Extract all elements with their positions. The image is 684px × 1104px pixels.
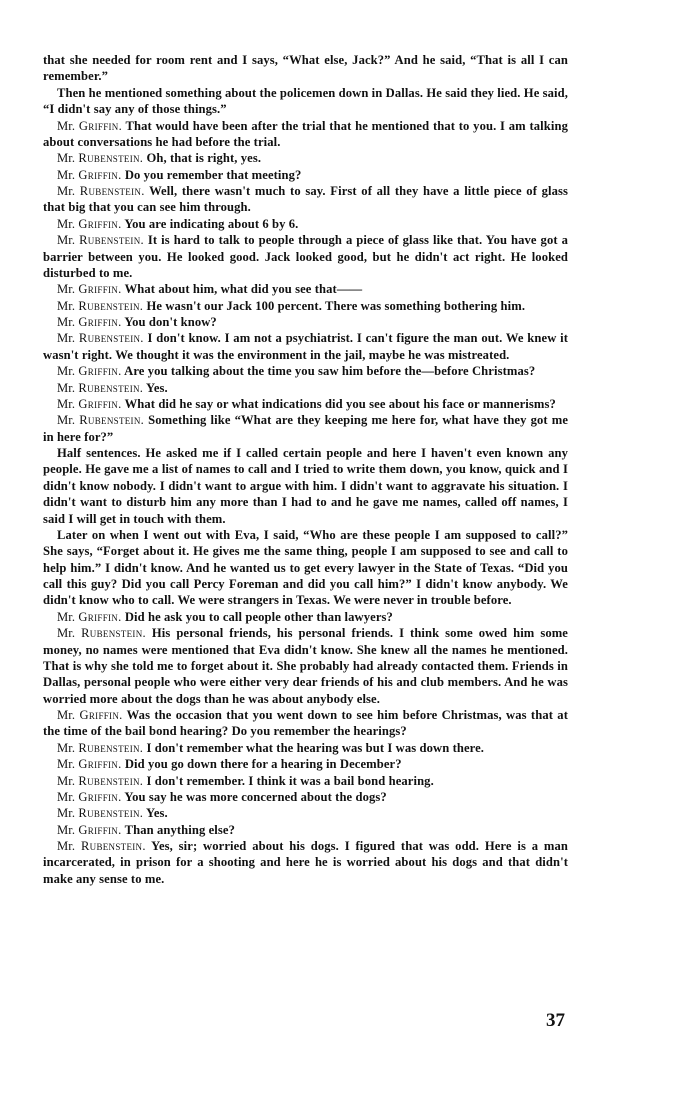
paragraph-text: that she needed for room rent and I says, “What else, Jack?” And he said, “That is all I can remember.” [43,53,568,84]
testimony-paragraph [43,298,568,314]
speaker-title: Mr. [57,773,76,788]
paragraph-text: His personal friends, his personal friends. I think some owed him some money, no names were mentioned that Eva didn't know. She knew all the names he mentioned. That is why she told me to forget about it. She probably had already contacted them. Friends in Dallas, personal people who were either very dear friends of his and club members. And he was worried more about the dogs than he was about anybody else. [43,626,568,706]
speaker-title: Mr. [57,396,76,411]
testimony-paragraph [43,707,568,740]
paragraph-text: Yes, sir; worried about his dogs. I figured that was odd. Here is a man incarcerated, in prison for a shooting and here he is worried about his dogs and that didn't make any sense to me. [43,839,569,886]
speaker-name: Griffin. [78,757,122,772]
speaker-name: Rubenstein. [78,740,144,755]
speaker-title: Mr. [57,822,76,837]
speaker-title: Mr. [57,413,76,428]
paragraph-text: Half sentences. He asked me if I called certain people and here I haven't even known any people. He gave me a list of names to call and I tried to write them down, you know, quick and I didn't know nobody. I didn't want to argue with him. I didn't want to aggravate his situation. I didn't want to disturb him any more than I had to and he gave me names, called off names, I said I will get in touch with them. [43,446,568,526]
speaker-name: Rubenstein. [78,806,144,821]
speaker-name: Griffin. [78,396,122,411]
narrative-paragraph [43,527,568,609]
speaker-title: Mr. [57,184,76,198]
speaker-title: Mr. [57,282,76,297]
paragraph-text: Did you go down there for a hearing in December? [124,757,402,772]
paragraph-text: Was the occasion that you went down to see him before Christmas, was that at the time of the bail bond hearing? Do you remember the hearings? [43,708,569,739]
testimony-paragraph [43,740,568,756]
paragraph-text: It is hard to talk to people through a piece of glass like that. You have got a barrier between you. He looked good. Jack looked good, but he didn't act right. He looked disturbed to me. [43,233,568,280]
speaker-title: Mr. [57,839,76,853]
testimony-paragraph [43,805,568,821]
speaker-title: Mr. [57,331,76,346]
testimony-paragraph [43,281,568,297]
speaker-name: Rubenstein. [79,233,144,248]
testimony-paragraph [43,167,568,183]
speaker-name: Griffin. [78,609,122,624]
speaker-title: Mr. [57,216,76,231]
speaker-title: Mr. [57,380,76,395]
speaker-title: Mr. [57,364,76,379]
testimony-paragraph [43,314,568,330]
testimony-paragraph [43,380,568,396]
testimony-paragraph [43,756,568,772]
paragraph-text: Then he mentioned something about the policemen down in Dallas. He said they lied. He said, “I didn't say any of those things.” [43,85,568,117]
speaker-name: Rubenstein. [79,413,145,428]
page-number: 37 [546,1010,565,1031]
paragraph-text: I don't know. I am not a psychiatrist. I can't figure the man out. We knew it wasn't right. We thought it was the environment in the jail, maybe he was mistreated. [43,331,569,362]
paragraph-text: You are indicating about 6 by 6. [124,216,299,231]
testimony-paragraph [43,773,568,789]
speaker-title: Mr. [57,298,76,313]
narrative-paragraph [43,445,568,527]
paragraph-text: Did he ask you to call people other than lawyers? [124,609,393,624]
testimony-paragraph [43,216,568,232]
paragraph-text: I don't remember. I think it was a bail bond hearing. [146,773,434,788]
paragraph-text: Oh, that is right, yes. [146,151,262,166]
speaker-name: Rubenstein. [78,151,144,166]
transcript-page-body [43,52,568,887]
testimony-paragraph [43,789,568,805]
speaker-name: Rubenstein. [80,839,146,853]
testimony-paragraph [43,183,568,216]
speaker-name: Rubenstein. [78,773,144,788]
testimony-paragraph [43,118,568,151]
paragraph-text: Yes. [146,380,168,395]
testimony-paragraph [43,150,568,166]
testimony-paragraph [43,625,568,707]
speaker-title: Mr. [57,789,76,804]
testimony-paragraph [43,232,568,281]
speaker-title: Mr. [57,708,76,722]
speaker-title: Mr. [57,315,76,329]
paragraph-text: Something like “What are they keeping me here for, what have they got me in here for?” [43,413,569,444]
testimony-paragraph [43,330,568,363]
paragraph-text: Are you talking about the time you saw him before the—before Christmas? [124,364,536,379]
paragraph-text: I don't remember what the hearing was but I was down there. [146,740,485,755]
speaker-title: Mr. [57,757,76,772]
speaker-name: Griffin. [78,216,122,231]
speaker-name: Rubenstein. [78,331,144,346]
speaker-title: Mr. [57,740,76,755]
speaker-title: Mr. [57,806,76,821]
paragraph-text: He wasn't our Jack 100 percent. There was something bothering him. [146,298,526,313]
speaker-name: Rubenstein. [79,184,145,198]
speaker-name: Griffin. [78,118,123,133]
testimony-paragraph [43,822,568,838]
testimony-paragraph [43,363,568,379]
paragraph-text: What about him, what did you see that—— [124,282,363,297]
speaker-name: Rubenstein. [81,626,146,641]
speaker-name: Griffin. [78,789,122,804]
paragraph-text: That would have been after the trial that he mentioned that to you. I am talking about conversations he had before the trial. [43,118,568,149]
testimony-paragraph [43,609,568,625]
speaker-name: Griffin. [78,282,122,297]
speaker-name: Rubenstein. [78,298,144,313]
speaker-name: Griffin. [79,708,123,722]
speaker-name: Griffin. [78,364,122,379]
speaker-name: Griffin. [78,167,122,182]
paragraph-text: What did he say or what indications did you see about his face or mannerisms? [124,396,556,411]
paragraph-text: Do you remember that meeting? [124,167,302,182]
paragraph-text: You don't know? [124,315,217,329]
paragraph-text: You say he was more concerned about the dogs? [124,789,387,804]
speaker-title: Mr. [57,118,76,133]
testimony-paragraph [43,412,568,445]
paragraph-text: Yes. [146,806,168,821]
speaker-title: Mr. [57,167,76,182]
speaker-title: Mr. [57,233,76,248]
testimony-paragraph [43,838,568,887]
speaker-name: Rubenstein. [78,380,144,395]
speaker-title: Mr. [57,151,76,166]
speaker-name: Griffin. [78,315,122,329]
speaker-title: Mr. [57,626,76,641]
narrative-paragraph [43,85,568,118]
testimony-paragraph [43,396,568,412]
paragraph-text: Than anything else? [124,822,235,837]
narrative-paragraph [43,52,568,85]
speaker-name: Griffin. [78,822,122,837]
paragraph-text: Well, there wasn't much to say. First of all they have a little piece of glass that big that you can see him through. [43,184,569,215]
speaker-title: Mr. [57,609,76,624]
paragraph-text: Later on when I went out with Eva, I said, “Who are these people I am supposed to call?” She says, “Forget about it. He gives me the same thing, people I am supposed to see and call to help him.” I didn't know. And he wanted us to get every lawyer in the State of Texas. “Did you call this guy? Did you call Percy Foreman and did you call him?” I didn't know anybody. We didn't know who to call. We were strangers in Texas. We were never in trouble before. [43,527,568,608]
